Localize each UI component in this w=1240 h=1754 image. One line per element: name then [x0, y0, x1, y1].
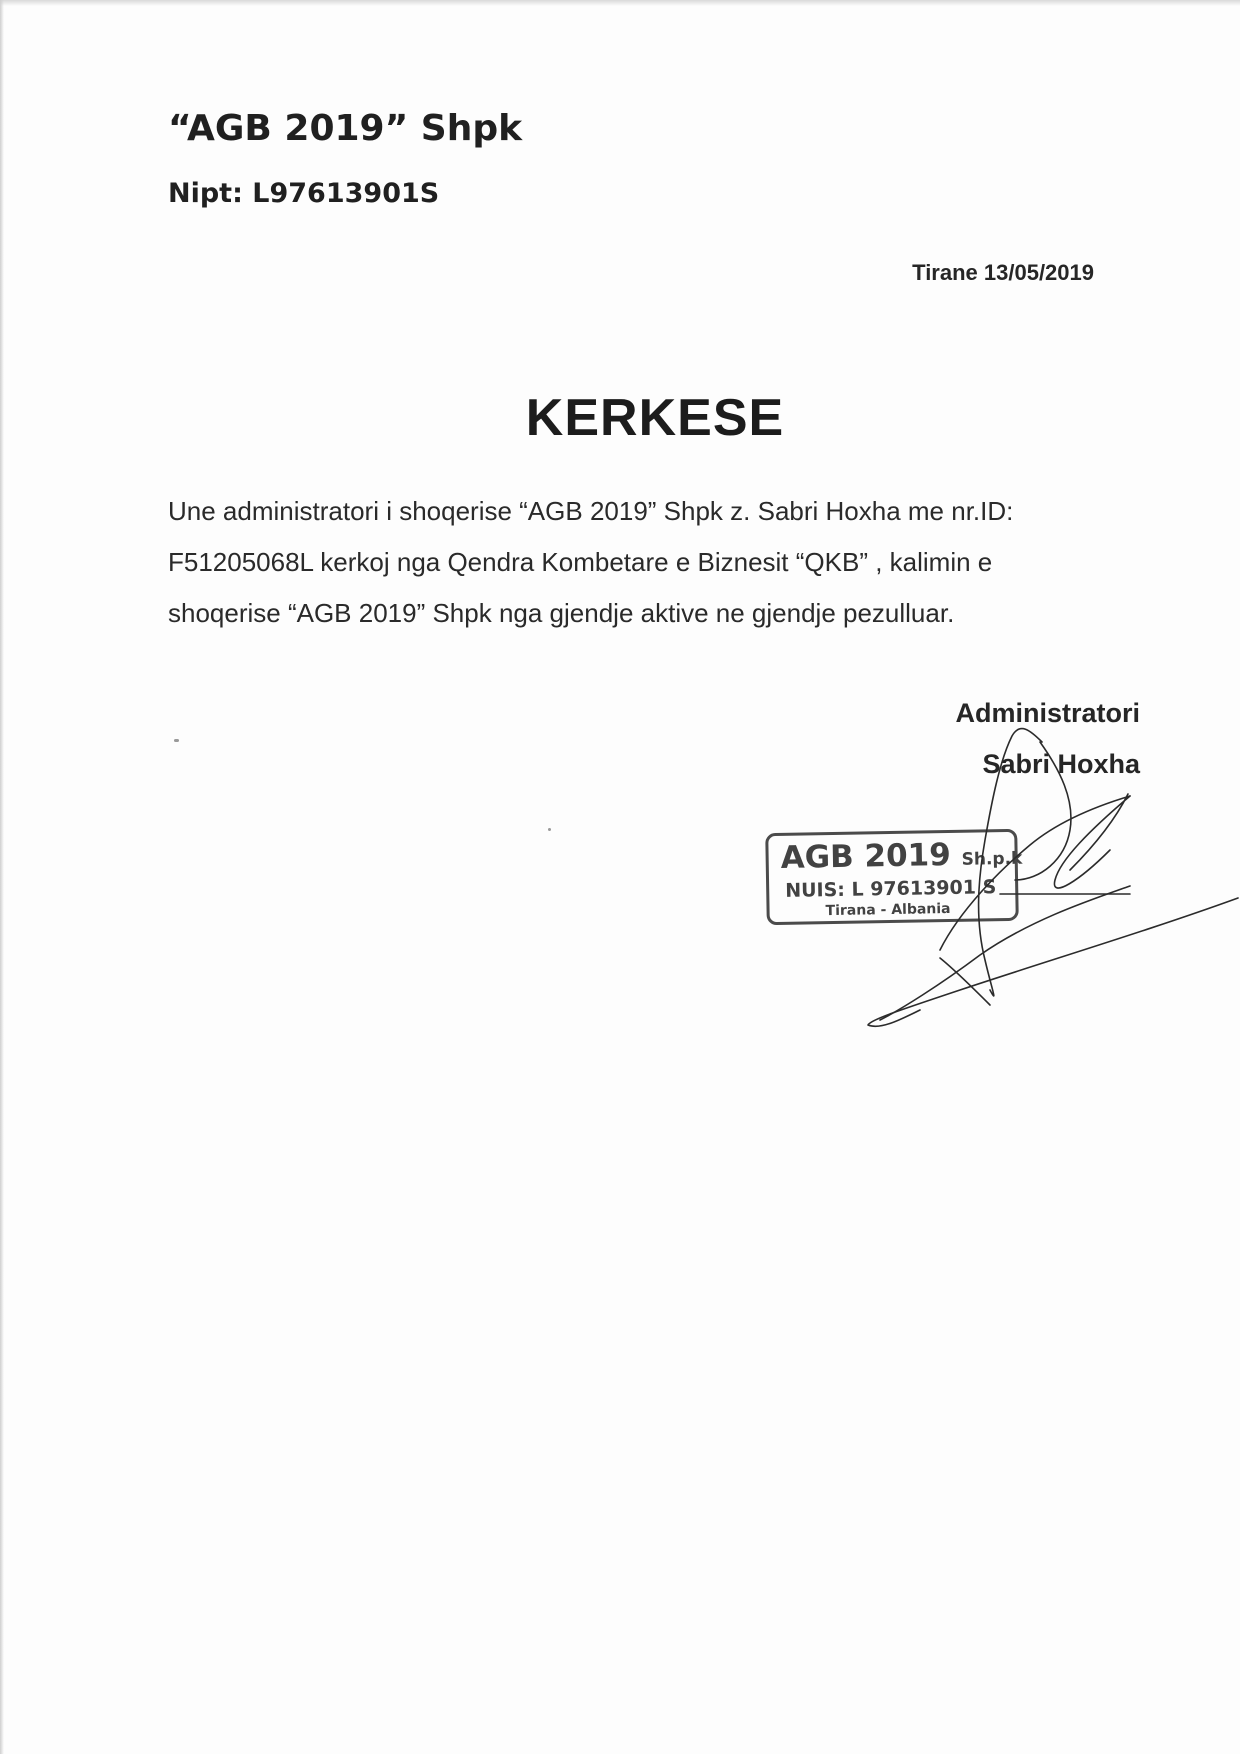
request-body — [168, 486, 1128, 639]
body-line: Une administratori i shoqerise “AGB 2019” Shpk z. Sabri Hoxha me nr.ID: — [168, 496, 1014, 526]
signatory-role: Administratori — [955, 698, 1140, 728]
body-line: F51205068L kerkoj nga Qendra Kombetare e Biznesit “QKB” , kalimin e — [168, 547, 993, 577]
signature-stroke — [940, 958, 990, 1005]
stamp-name-text: AGB 2019 — [780, 836, 952, 876]
stamp-tax-id: NUIS: L 97613901 S — [785, 876, 997, 902]
scan-speck — [548, 828, 551, 831]
scan-edge — [0, 0, 1240, 6]
company-name: “AGB 2019” Shpk — [168, 108, 523, 149]
signatory-name: Sabri Hoxha — [982, 749, 1140, 779]
stamp-suffix-text: Sh.p.k — [961, 848, 1023, 870]
company-stamp — [765, 829, 1023, 925]
company-tax-id: Nipt: L97613901S — [168, 178, 440, 209]
signature-block — [955, 688, 1140, 790]
place-and-date: Tirane 13/05/2019 — [912, 260, 1094, 285]
scan-edge — [0, 0, 4, 1754]
stamp-company-name — [780, 836, 1022, 876]
signature-stroke — [1070, 794, 1128, 870]
stamp-city: Tirana - Albania — [825, 900, 951, 920]
signature-stroke — [1054, 796, 1130, 888]
scan-speck — [174, 739, 179, 742]
body-line: shoqerise “AGB 2019” Shpk nga gjendje aktive ne gjendje pezulluar. — [168, 598, 955, 628]
document-title: KERKESE — [525, 389, 785, 447]
